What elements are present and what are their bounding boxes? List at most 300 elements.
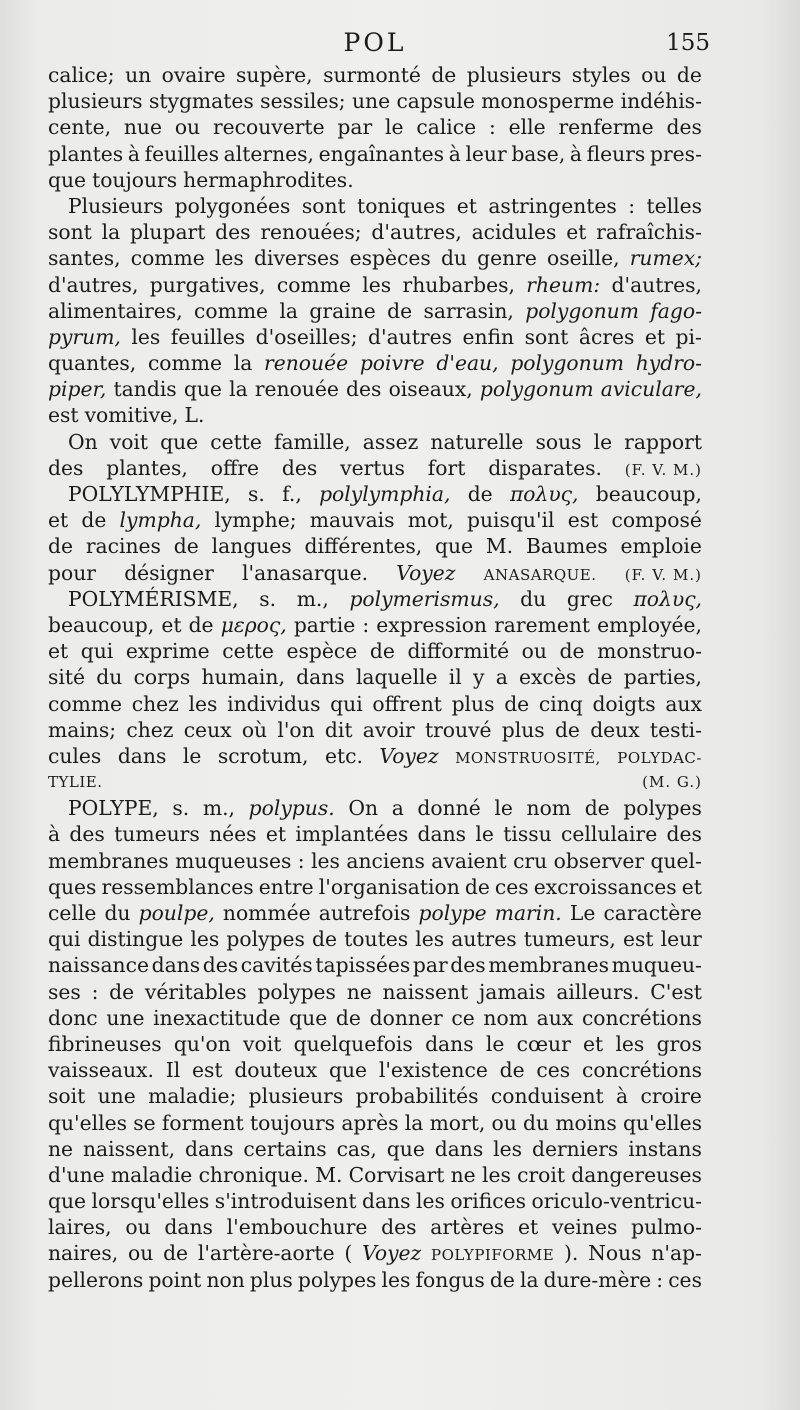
word: polypes bbox=[257, 979, 336, 1004]
text-line bbox=[48, 1136, 702, 1162]
word: des bbox=[666, 115, 702, 140]
word: veines bbox=[551, 1215, 618, 1240]
word: caractère bbox=[603, 901, 702, 925]
word: cru bbox=[513, 848, 548, 873]
word: que bbox=[386, 1136, 425, 1161]
word: ces bbox=[494, 874, 529, 899]
word: ceux bbox=[183, 717, 232, 742]
word: des bbox=[48, 455, 84, 480]
word: calice bbox=[416, 115, 477, 140]
word: le bbox=[475, 822, 494, 847]
word: jamais bbox=[478, 979, 546, 1004]
word: deux bbox=[590, 717, 640, 742]
word: de bbox=[504, 691, 530, 716]
word: à bbox=[48, 822, 61, 847]
word: comme bbox=[276, 272, 351, 297]
word: ressemblances bbox=[101, 874, 254, 899]
word: cas, bbox=[336, 1136, 377, 1161]
word: aviculare, bbox=[600, 377, 702, 402]
word: purgatives, bbox=[149, 272, 266, 297]
text-line bbox=[48, 691, 702, 717]
word: de bbox=[312, 927, 338, 952]
word: naissent bbox=[382, 979, 469, 1004]
word: concrétions bbox=[581, 1058, 702, 1083]
word: pres- bbox=[649, 141, 702, 166]
word: des bbox=[346, 377, 382, 402]
word: beaucoup, bbox=[595, 482, 702, 506]
word: sont bbox=[301, 193, 346, 218]
word: le bbox=[385, 115, 404, 140]
word: diverses bbox=[254, 246, 340, 271]
word: que bbox=[48, 167, 87, 192]
word: dans bbox=[117, 743, 167, 768]
word: pi- bbox=[675, 324, 702, 349]
word: de bbox=[499, 1058, 525, 1083]
word: les bbox=[381, 1267, 411, 1292]
word: les bbox=[131, 324, 161, 349]
word: des bbox=[381, 1215, 417, 1240]
word: fort bbox=[427, 455, 466, 480]
word: rhubarbes, bbox=[402, 272, 515, 297]
word: désigner bbox=[124, 560, 214, 585]
word: engaînantes bbox=[318, 141, 445, 166]
word: de bbox=[489, 1267, 515, 1292]
word: plus bbox=[451, 691, 495, 716]
word: de bbox=[554, 717, 580, 742]
word: scrotum, bbox=[217, 743, 309, 768]
word: fibrineuses bbox=[48, 1031, 162, 1056]
text-line bbox=[48, 769, 702, 795]
word: les bbox=[311, 848, 340, 873]
word: TYLIE. bbox=[48, 773, 103, 792]
word: ANASARQUE. bbox=[483, 565, 597, 584]
word: Il bbox=[165, 1058, 181, 1083]
word: donc bbox=[48, 1005, 98, 1030]
word: s. bbox=[172, 796, 190, 821]
word: des bbox=[666, 822, 702, 847]
word: santes, bbox=[48, 246, 121, 271]
word: vertus bbox=[340, 455, 405, 480]
text-line bbox=[48, 979, 702, 1005]
word: forment bbox=[161, 1110, 244, 1135]
word: exprime bbox=[125, 639, 210, 664]
text-line bbox=[48, 1240, 702, 1266]
word: à bbox=[616, 1084, 629, 1109]
word: comme bbox=[130, 246, 205, 271]
word: calice; bbox=[48, 63, 115, 87]
word: de bbox=[431, 63, 457, 87]
text-line bbox=[48, 507, 702, 533]
word: inexactitude bbox=[153, 1005, 281, 1030]
word: individus bbox=[227, 691, 321, 716]
word: l'embouchure bbox=[226, 1215, 368, 1240]
text-line bbox=[48, 245, 702, 271]
word: lympha, bbox=[119, 508, 202, 533]
text-line bbox=[48, 167, 702, 193]
word: hermaphrodites. bbox=[183, 167, 354, 192]
word: certains bbox=[243, 1136, 327, 1161]
word: offrent bbox=[372, 691, 442, 716]
word: que bbox=[435, 534, 474, 559]
word: des bbox=[215, 220, 251, 245]
word: distingue bbox=[87, 927, 184, 952]
word: moins bbox=[555, 1110, 617, 1135]
word: espèces bbox=[349, 246, 431, 271]
word: les bbox=[415, 1189, 445, 1214]
word: rumex; bbox=[629, 246, 702, 271]
text-line bbox=[48, 298, 702, 324]
text-line bbox=[48, 481, 702, 507]
word: conduisent bbox=[490, 1084, 604, 1109]
word: d'une bbox=[48, 1162, 105, 1187]
word: dans bbox=[417, 822, 467, 847]
text-line bbox=[48, 429, 702, 455]
word: de bbox=[173, 534, 199, 559]
word: racines bbox=[85, 534, 161, 559]
word: stygmates bbox=[148, 89, 254, 114]
word: MONSTRUOSITÉ, bbox=[455, 748, 601, 767]
word: Voyez bbox=[362, 1241, 422, 1266]
text-line bbox=[48, 141, 702, 167]
word: quelquefois bbox=[293, 1031, 413, 1056]
word: où bbox=[241, 717, 268, 742]
word: ( bbox=[344, 1241, 353, 1266]
word: cules bbox=[48, 743, 102, 768]
word: derniers bbox=[531, 1136, 619, 1161]
word: maladie bbox=[110, 1162, 193, 1187]
word: muqueu- bbox=[611, 953, 702, 978]
word: concrétions bbox=[581, 1005, 702, 1030]
text-line bbox=[48, 350, 702, 376]
word: grec bbox=[566, 586, 613, 611]
word: du bbox=[523, 1110, 550, 1135]
word: POLYLYMPHIE, bbox=[68, 482, 231, 506]
word: le bbox=[494, 796, 513, 821]
word: polygonées bbox=[174, 193, 291, 218]
text-line bbox=[48, 900, 702, 926]
word: feuilles bbox=[170, 324, 246, 349]
word: un bbox=[125, 63, 152, 87]
word: qui bbox=[330, 691, 363, 716]
text-line bbox=[48, 560, 702, 586]
word: dans bbox=[434, 1136, 484, 1161]
word: instans bbox=[628, 1136, 702, 1161]
word: muqueuses bbox=[175, 848, 292, 873]
word: tandis bbox=[113, 377, 177, 402]
word: le bbox=[182, 743, 202, 768]
word: M. bbox=[485, 534, 514, 559]
word: testi- bbox=[649, 717, 702, 742]
text-line bbox=[48, 586, 702, 612]
word: des bbox=[69, 822, 105, 847]
text-line bbox=[48, 376, 702, 402]
word: du bbox=[104, 901, 131, 925]
word: ou bbox=[641, 63, 667, 87]
word: : bbox=[656, 1267, 664, 1292]
word: renouée bbox=[264, 351, 349, 376]
text-line bbox=[48, 874, 702, 900]
word: artères bbox=[430, 1215, 505, 1240]
word: polypes bbox=[297, 1267, 377, 1292]
word: styles bbox=[571, 63, 631, 87]
word: fongus bbox=[415, 1267, 485, 1292]
word: tumeurs, bbox=[523, 927, 616, 952]
word: et bbox=[583, 1031, 604, 1056]
word: puisqu'il bbox=[467, 508, 555, 533]
word: famille, bbox=[273, 429, 351, 454]
word: qui bbox=[80, 639, 114, 664]
word: partie bbox=[293, 612, 356, 637]
word: dans bbox=[151, 953, 201, 978]
word: m., bbox=[296, 586, 329, 611]
word: alternes, bbox=[223, 141, 315, 166]
word: douteux bbox=[234, 1058, 318, 1083]
word: nommée bbox=[222, 901, 311, 925]
text-line bbox=[48, 612, 702, 638]
word: les bbox=[481, 1162, 511, 1187]
word: fago- bbox=[650, 298, 702, 323]
word: On bbox=[68, 429, 98, 454]
word: sont bbox=[524, 324, 569, 349]
word: corps bbox=[133, 665, 191, 690]
word: piper, bbox=[48, 377, 107, 402]
word: implantées bbox=[295, 822, 409, 847]
word: le bbox=[485, 1031, 505, 1056]
word: offre bbox=[210, 455, 260, 480]
word: graine bbox=[309, 298, 376, 323]
word: dit bbox=[324, 717, 353, 742]
word: y bbox=[473, 665, 485, 690]
word: ces bbox=[668, 1267, 702, 1292]
word: renferme bbox=[558, 115, 654, 140]
word: qu'elles bbox=[622, 1110, 702, 1135]
word: Corvisart bbox=[348, 1162, 445, 1187]
word: acidules bbox=[471, 220, 557, 245]
word: les bbox=[362, 272, 392, 297]
word: est bbox=[191, 1058, 223, 1083]
word: est bbox=[622, 927, 654, 952]
text-line bbox=[48, 272, 702, 298]
word: une bbox=[97, 1084, 136, 1109]
word: polygonum bbox=[525, 298, 639, 323]
word: poulpe, bbox=[138, 901, 215, 925]
word: poivre bbox=[359, 351, 425, 376]
text-line bbox=[48, 1188, 702, 1214]
word: de bbox=[387, 298, 413, 323]
word: et bbox=[681, 874, 702, 899]
word: alimentaires, bbox=[48, 298, 183, 323]
word: cette bbox=[210, 429, 262, 454]
text-line bbox=[48, 324, 702, 350]
word: marin. bbox=[494, 901, 562, 925]
word: orifices bbox=[450, 1189, 527, 1214]
word: oseille, bbox=[547, 246, 620, 271]
word: ques bbox=[48, 874, 97, 899]
word: dans bbox=[184, 1136, 234, 1161]
page-number: 155 bbox=[666, 30, 710, 56]
word: genre bbox=[477, 246, 537, 271]
word: plupart bbox=[129, 220, 206, 245]
text-line bbox=[48, 821, 702, 847]
word: naturelle bbox=[430, 429, 524, 454]
word: du bbox=[520, 586, 547, 611]
word: μερος, bbox=[220, 612, 287, 637]
word: mains; bbox=[48, 717, 117, 742]
word: que bbox=[289, 1005, 328, 1030]
word: lorsqu'elles bbox=[91, 1189, 210, 1214]
word: excès bbox=[519, 665, 577, 690]
word: oiseaux, bbox=[388, 377, 473, 402]
word: aux bbox=[536, 1005, 574, 1030]
word: d'autres, bbox=[611, 272, 702, 297]
word: les bbox=[188, 691, 218, 716]
word: Le bbox=[569, 901, 596, 925]
word: plantes, bbox=[106, 455, 188, 480]
text-line bbox=[48, 455, 702, 481]
word: mort, bbox=[429, 1110, 486, 1135]
word: de bbox=[81, 508, 107, 533]
word: plusieurs bbox=[248, 1084, 344, 1109]
word: gros bbox=[656, 1031, 702, 1056]
word: la bbox=[229, 377, 248, 402]
word: membranes bbox=[48, 848, 169, 873]
word: celle bbox=[48, 901, 97, 925]
word: une bbox=[351, 89, 391, 114]
word: naires, bbox=[48, 1241, 119, 1266]
word: la bbox=[404, 1110, 424, 1135]
word: s. bbox=[248, 482, 265, 506]
word: telles bbox=[646, 193, 702, 218]
word: etc. bbox=[324, 743, 363, 768]
word: et bbox=[48, 639, 69, 664]
word: POLYPE, bbox=[68, 796, 159, 821]
word: surmonté bbox=[323, 63, 421, 87]
word: les bbox=[415, 927, 445, 952]
word: polygonum bbox=[510, 351, 624, 376]
word: langues bbox=[211, 534, 292, 559]
page-body-text bbox=[48, 62, 702, 1293]
word: ou bbox=[128, 1241, 154, 1266]
word: et bbox=[161, 612, 182, 637]
word: de bbox=[587, 665, 613, 690]
word: a bbox=[495, 665, 508, 690]
word: : bbox=[488, 115, 496, 140]
word: d'autres, bbox=[48, 272, 139, 297]
word: et bbox=[518, 1215, 539, 1240]
word: emploie bbox=[620, 534, 702, 559]
word: à bbox=[569, 141, 582, 166]
text-line bbox=[48, 795, 702, 821]
word: il bbox=[448, 665, 462, 690]
word: polygonum bbox=[479, 377, 594, 402]
word: d'autres bbox=[368, 324, 452, 349]
word: humain, bbox=[201, 665, 285, 690]
word: de bbox=[163, 1241, 189, 1266]
word: astringentes bbox=[488, 193, 617, 218]
word: comme bbox=[48, 691, 123, 716]
word: ovaire bbox=[161, 63, 226, 87]
word: oriculo-ventricu- bbox=[531, 1189, 702, 1214]
word: vaisseaux. bbox=[48, 1058, 154, 1083]
word: chez bbox=[131, 691, 179, 716]
word: aux bbox=[665, 691, 702, 716]
word: laires, bbox=[48, 1215, 112, 1240]
word: vomitive, bbox=[84, 403, 179, 428]
text-line bbox=[48, 1031, 702, 1057]
word: tumeurs bbox=[114, 822, 200, 847]
word: beaucoup, bbox=[48, 612, 155, 637]
word: dans bbox=[361, 1189, 411, 1214]
word: de bbox=[109, 979, 135, 1004]
word: rapport bbox=[624, 429, 702, 454]
word: par bbox=[337, 115, 373, 140]
word: sessiles; bbox=[260, 89, 346, 114]
word: pulmo- bbox=[631, 1215, 702, 1240]
text-line bbox=[48, 1267, 702, 1293]
word: se bbox=[133, 1110, 156, 1135]
word: (M. G.) bbox=[642, 773, 702, 792]
word: f., bbox=[282, 482, 302, 506]
word: plusieurs bbox=[48, 89, 143, 114]
word: toniques bbox=[357, 193, 446, 218]
word: dangereuses bbox=[571, 1162, 702, 1187]
word: employée, bbox=[597, 612, 702, 637]
word: dure-mère bbox=[543, 1267, 652, 1292]
word: polype bbox=[418, 901, 487, 925]
word: du bbox=[96, 665, 123, 690]
word: ce bbox=[451, 1005, 475, 1030]
word: : bbox=[362, 612, 370, 637]
word: difformité bbox=[407, 639, 510, 664]
word: parties, bbox=[623, 665, 702, 690]
word: l'on bbox=[277, 717, 315, 742]
word: quantes, bbox=[48, 351, 137, 376]
word: probabilités bbox=[355, 1084, 479, 1109]
word: laquelle bbox=[355, 665, 438, 690]
word: l'organisation bbox=[318, 874, 460, 899]
word: donner bbox=[369, 1005, 443, 1030]
word: des bbox=[450, 953, 486, 978]
word: cœur bbox=[516, 1031, 571, 1056]
word: l'existence bbox=[378, 1058, 488, 1083]
word: de bbox=[48, 534, 73, 559]
word: recouverte bbox=[212, 115, 325, 140]
word: toutes bbox=[344, 927, 409, 952]
word: m., bbox=[202, 796, 236, 821]
text-line bbox=[48, 664, 702, 690]
word: plusieurs bbox=[466, 63, 562, 87]
word: sité bbox=[48, 665, 86, 690]
word: mot, bbox=[407, 508, 454, 533]
text-line bbox=[48, 926, 702, 952]
word: disparates. bbox=[488, 455, 602, 480]
word: que bbox=[48, 1189, 87, 1214]
word: base, bbox=[511, 141, 566, 166]
word: d'eau, bbox=[436, 351, 499, 376]
word: âcres bbox=[578, 324, 635, 349]
word: pyrum, bbox=[48, 324, 121, 349]
word: et bbox=[644, 324, 666, 349]
word: de bbox=[584, 796, 610, 821]
word: expression bbox=[376, 612, 487, 637]
word: sont bbox=[48, 220, 92, 245]
word: excroissances bbox=[533, 874, 677, 899]
word: enfin bbox=[462, 324, 515, 349]
word: chronique. bbox=[198, 1162, 309, 1187]
text-line bbox=[48, 638, 702, 664]
word: capsule bbox=[396, 89, 475, 114]
word: sarrasin, bbox=[423, 298, 514, 323]
